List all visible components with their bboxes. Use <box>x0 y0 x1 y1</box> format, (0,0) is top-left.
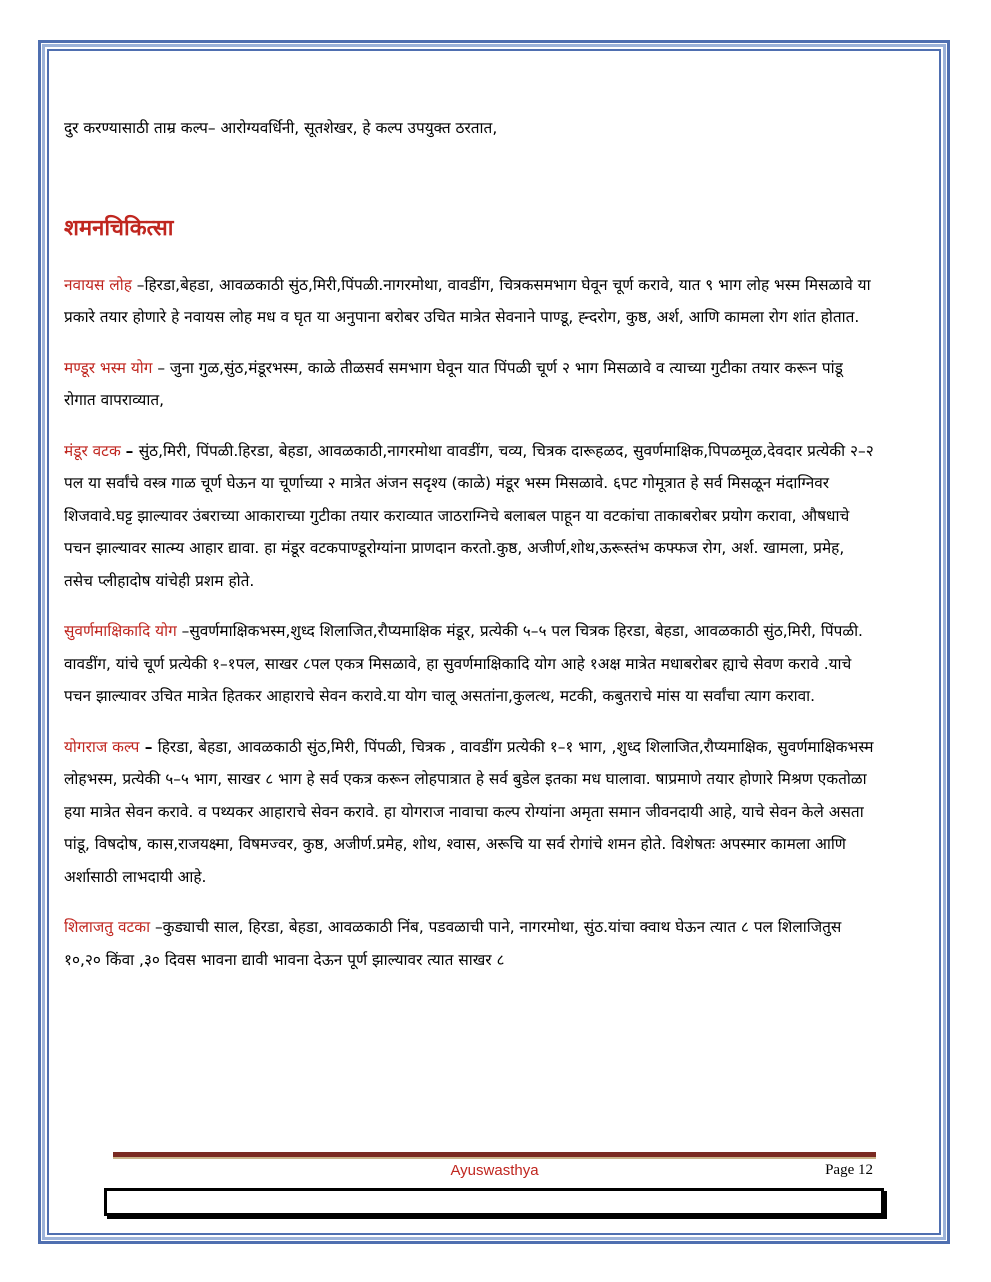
entry-term: सुवर्णमाक्षिकादि योग <box>64 622 177 640</box>
footer-box <box>104 1188 884 1216</box>
entry-term: मण्डूर भस्म योग <box>64 358 153 377</box>
footer-page-number: Page 12 <box>825 1162 873 1178</box>
entry-dash: – <box>125 441 139 460</box>
intro-line: दुर करण्यासाठी ताम्र कल्प– आरोग्यवर्धिनी, सूतशेखर, हे कल्प उपयुक्त ठरतात, <box>64 119 498 137</box>
entry-text: कुड्याची साल, हिरडा, बेहडा, आवळकाठी निंब, पडवळाची पाने, नागरमोथा, सुंठ.यांचा क्वाथ घेऊन त्यात ८ पल शिलाजितुस १०,२० किंवा ,३० दिवस भावना द्यावी भावना देऊन पूर्ण झाल्यावर त्यात साखर ८ <box>64 918 842 969</box>
entry-dash: – <box>131 275 145 294</box>
entry-dash: – <box>139 737 158 756</box>
spacer <box>64 145 874 209</box>
entry-text: जुना गुळ,सुंठ,मंडूरभस्म, काळे तीळसर्व समभाग घेवून यात पिंपळी चूर्ण २ भाग मिसळावे व त्याच्या गुटीका तयार करून पांडू रोगात वापराव्यात, <box>64 358 843 409</box>
entry-mandur-vatak <box>64 435 874 598</box>
entry-text: सुवर्णमाक्षिकभस्म,शुध्द शिलाजित,रौप्यमाक्षिक मंडूर, प्रत्येकी ५–५ पल चित्रक हिरडा, बेहडा, आवळकाठी सुंठ,मिरी, पिंपळी. वावडींग, यांचे चूर्ण प्रत्येकी १–१पल, साखर ८पल एकत्र मिसळावे, हा सुवर्णमाक्षिकादि योग आहे १अक्ष मात्रेत मधाबरोबर ह्याचे सेवण करावे .याचे पचन झाल्यावर उचित मात्रेत हितकर आहाराचे सेवन करावे.या योग चालू असतांना,कुलत्थ, मटकी, कबुतराचे मांस या सर्वांचा त्याग करावा. <box>64 622 863 705</box>
entry-yogaraj-kalpa <box>64 731 874 894</box>
entry-text: सुंठ,मिरी, पिंपळी.हिरडा, बेहडा, आवळकाठी,नागरमोथा वावडींग, चव्य, चित्रक दारूहळद, सुवर्णमाक्षिक,पिपळमूळ,देवदार प्रत्येकी २–२ पल या सर्वांचे वस्त्र गाळ चूर्ण घेऊन या चूर्णाच्या २ मात्रेत अंजन सदृश्य (काळे) मंडूर भस्म मिसळावे. ६पट गोमूत्रात हे सर्व मिसळून मंदाग्निवर शिजवावे.घट्ट झाल्यावर उंबराच्या आकाराच्या गुटीका तयार कराव्यात जाठराग्निचे बलाबल पाहून या वटकांचा ताकाबरोबर प्रयोग करावा, औषधाचे पचन झाल्यावर सात्म्य आहार द्यावा. हा मंडूर वटकपाण्डूरोग्यांना प्राणदान करतो.कुष्ठ, अजीर्ण,शोथ,ऊरूस्तंभ कफ्फज रोग, अर्श. खामला, प्रमेह, तसेच प्लीहादोष यांचेही प्रशम होते. <box>64 441 874 590</box>
section-heading: शमनचिकित्सा <box>64 215 174 241</box>
entry-dash: – <box>150 918 163 936</box>
entry-mandur-bhasma-yog <box>64 352 874 417</box>
entry-term: योगराज कल्प <box>64 737 140 756</box>
entry-dash: – <box>152 358 170 377</box>
entry-term: शिलाजतु वटका <box>64 918 151 936</box>
page-content <box>64 112 874 994</box>
entry-term: नवायस लोह <box>64 275 132 294</box>
entry-text: हिरडा,बेहडा, आवळकाठी सुंठ,मिरी,पिंपळी.नागरमोथा, वावडींग, चित्रकसमभाग घेवून चूर्ण करावे, यात ९ भाग लोह भस्म मिसळावे या प्रकारे तयार होणारे हे नवायस लोह मध व घृत या अनुपाना बरोबर उचित मात्रेत सेवनाने पाण्डू, ह्न्दरोग, कुष्ठ, अर्श, आणि कामला रोग शांत होतात. <box>64 275 871 326</box>
entry-dash: – <box>176 622 190 640</box>
entry-term: मंडूर वटक <box>64 441 126 460</box>
footer-title: Ayuswasthya <box>450 1162 539 1179</box>
footer-rule <box>113 1152 876 1159</box>
entry-navayas-loh <box>64 269 874 334</box>
entry-text: हिरडा, बेहडा, आवळकाठी सुंठ,मिरी, पिंपळी, चित्रक , वावडींग प्रत्येकी १–१ भाग, ,शुध्द शिलाजित,रौप्यमाक्षिक, सुवर्णमाक्षिकभस्म लोहभस्म, प्रत्येकी ५–५ भाग, साखर ८ भाग हे सर्व एकत्र करून लोहपात्रात हे सर्व बुडेल इतका मध घालावा. षाप्रमाणे तयार होणारे मिश्रण एकतोळा हया मात्रेत सेवन करावे. व पथ्यकर आहाराचे सेवन करावे. हा योगराज नावाचा कल्प रोग्यांना अमृता समान जीवनदायी आहे, याचे सेवन केले असता पांडू, विषदोष, कास,राजयक्ष्मा, विषमज्वर, कुष्ठ, अजीर्ण.प्रमेह, शोथ, श्वास, अरूचि या सर्व रोगांचे शमन होते. विशेषतः अपस्मार कामला आणि अर्शासाठी लाभदायी आहे. <box>64 737 874 886</box>
entry-shilajatu-vataka <box>64 911 874 976</box>
entry-suvarnamakshikadi-yog <box>64 615 874 713</box>
